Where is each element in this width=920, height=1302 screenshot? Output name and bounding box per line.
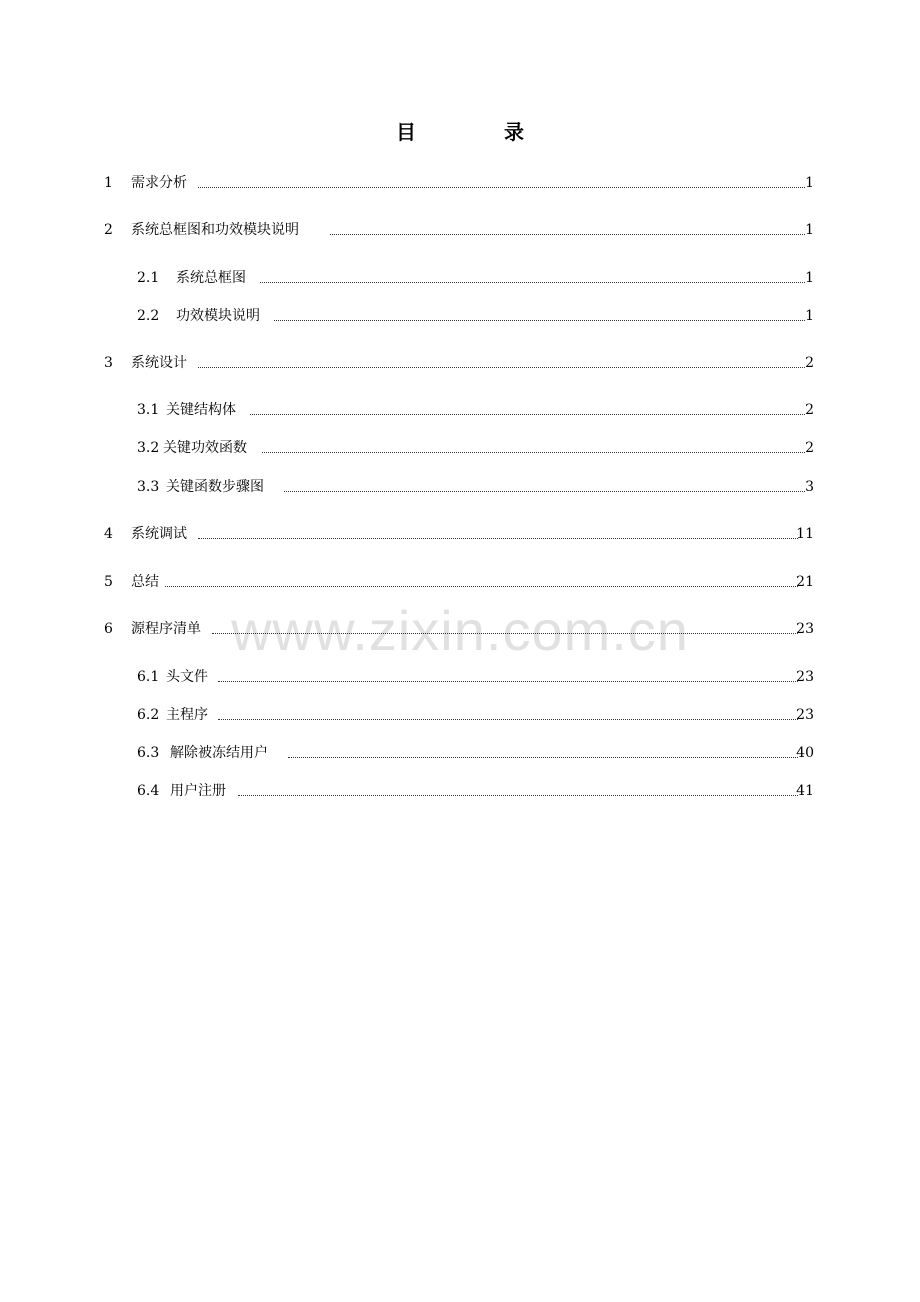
toc-entry-number: 3.1 <box>137 402 160 418</box>
toc-entry-page-number: 41 <box>796 783 814 799</box>
toc-title <box>0 116 920 145</box>
toc-entry[interactable] <box>0 780 920 802</box>
toc-entry-label: 关键函数步骤图 <box>166 479 264 495</box>
toc-entry[interactable] <box>0 399 920 421</box>
toc-entry[interactable] <box>0 305 920 327</box>
toc-entry-number: 2.1 <box>137 270 160 286</box>
toc-entry-number: 3.2 <box>137 440 160 456</box>
toc-entry-label: 用户注册 <box>170 783 226 799</box>
toc-title-part1: 目 <box>396 120 416 144</box>
toc-entry-number: 3 <box>104 355 113 371</box>
toc-entry-page-number: 1 <box>805 175 814 191</box>
toc-entry-page-number: 23 <box>796 669 814 685</box>
toc-entry-leader <box>274 320 805 321</box>
toc-entry[interactable] <box>0 476 920 498</box>
toc-title-part2: 录 <box>504 120 524 144</box>
toc-entry-page-number: 21 <box>796 574 814 590</box>
toc-entry-label: 系统总框图和功效模块说明 <box>131 222 299 238</box>
toc-entry-page-number: 2 <box>805 440 814 456</box>
toc-entry-label: 功效模块说明 <box>176 308 260 324</box>
toc-entry-page-number: 3 <box>805 479 814 495</box>
toc-entry[interactable] <box>0 437 920 459</box>
toc-entry-leader <box>218 719 798 720</box>
toc-entry-page-number: 23 <box>796 707 814 723</box>
toc-entry-page-number: 2 <box>805 355 814 371</box>
toc-entry-leader <box>198 187 805 188</box>
toc-entry[interactable] <box>0 666 920 688</box>
toc-entry-number: 4 <box>104 526 113 542</box>
toc-entry-leader <box>260 282 805 283</box>
toc-entry[interactable] <box>0 267 920 289</box>
toc-entry-number: 2.2 <box>137 308 160 324</box>
toc-entry[interactable] <box>0 742 920 764</box>
toc-entry-page-number: 40 <box>796 745 814 761</box>
toc-entry-label: 关键功效函数 <box>163 440 247 456</box>
toc-entry-label: 头文件 <box>166 669 208 685</box>
toc-entry-number: 6.1 <box>137 669 160 685</box>
toc-entry-leader <box>262 452 805 453</box>
toc-entry-label: 主程序 <box>166 707 208 723</box>
toc-entry-number: 6.2 <box>137 707 160 723</box>
toc-entry-leader <box>250 414 805 415</box>
toc-entry[interactable] <box>0 704 920 726</box>
toc-entry-leader <box>165 586 798 587</box>
toc-entry-leader <box>212 633 798 634</box>
toc-entry-number: 6.3 <box>137 745 160 761</box>
toc-entry-label: 系统设计 <box>131 355 187 371</box>
toc-entry-number: 2 <box>104 222 113 238</box>
toc-entry-leader <box>238 795 798 796</box>
toc-entry-number: 1 <box>104 175 113 191</box>
toc-entry-page-number: 2 <box>805 402 814 418</box>
toc-entry-leader <box>198 538 798 539</box>
toc-entry-label: 源程序清单 <box>131 621 201 637</box>
toc-entry-label: 解除被冻结用户 <box>170 745 268 761</box>
toc-entry-leader <box>198 367 805 368</box>
toc-entry[interactable] <box>0 523 920 545</box>
toc-entry-leader <box>218 681 798 682</box>
toc-entry-number: 6.4 <box>137 783 160 799</box>
toc-entry-page-number: 1 <box>805 270 814 286</box>
toc-entry-label: 系统总框图 <box>176 270 246 286</box>
toc-entry-label: 关键结构体 <box>166 402 236 418</box>
toc-entry[interactable] <box>0 618 920 640</box>
toc-entry-page-number: 11 <box>796 526 814 542</box>
toc-entry-page-number: 23 <box>796 621 814 637</box>
toc-entry-number: 5 <box>104 574 113 590</box>
watermark: www.zixin.com.cn <box>231 599 689 662</box>
toc-entry-number: 3.3 <box>137 479 160 495</box>
toc-entry-leader <box>330 234 805 235</box>
toc-entry[interactable] <box>0 172 920 194</box>
toc-entry-leader <box>288 757 798 758</box>
toc-entry-label: 系统调试 <box>131 526 187 542</box>
toc-entry[interactable] <box>0 352 920 374</box>
toc-entry-number: 6 <box>104 621 113 637</box>
toc-entry-label: 需求分析 <box>131 175 187 191</box>
toc-entry-leader <box>284 491 805 492</box>
toc-entry-label: 总结 <box>131 574 159 590</box>
toc-entry-page-number: 1 <box>805 222 814 238</box>
toc-entry[interactable] <box>0 219 920 241</box>
toc-entry-page-number: 1 <box>805 308 814 324</box>
toc-entry[interactable] <box>0 571 920 593</box>
